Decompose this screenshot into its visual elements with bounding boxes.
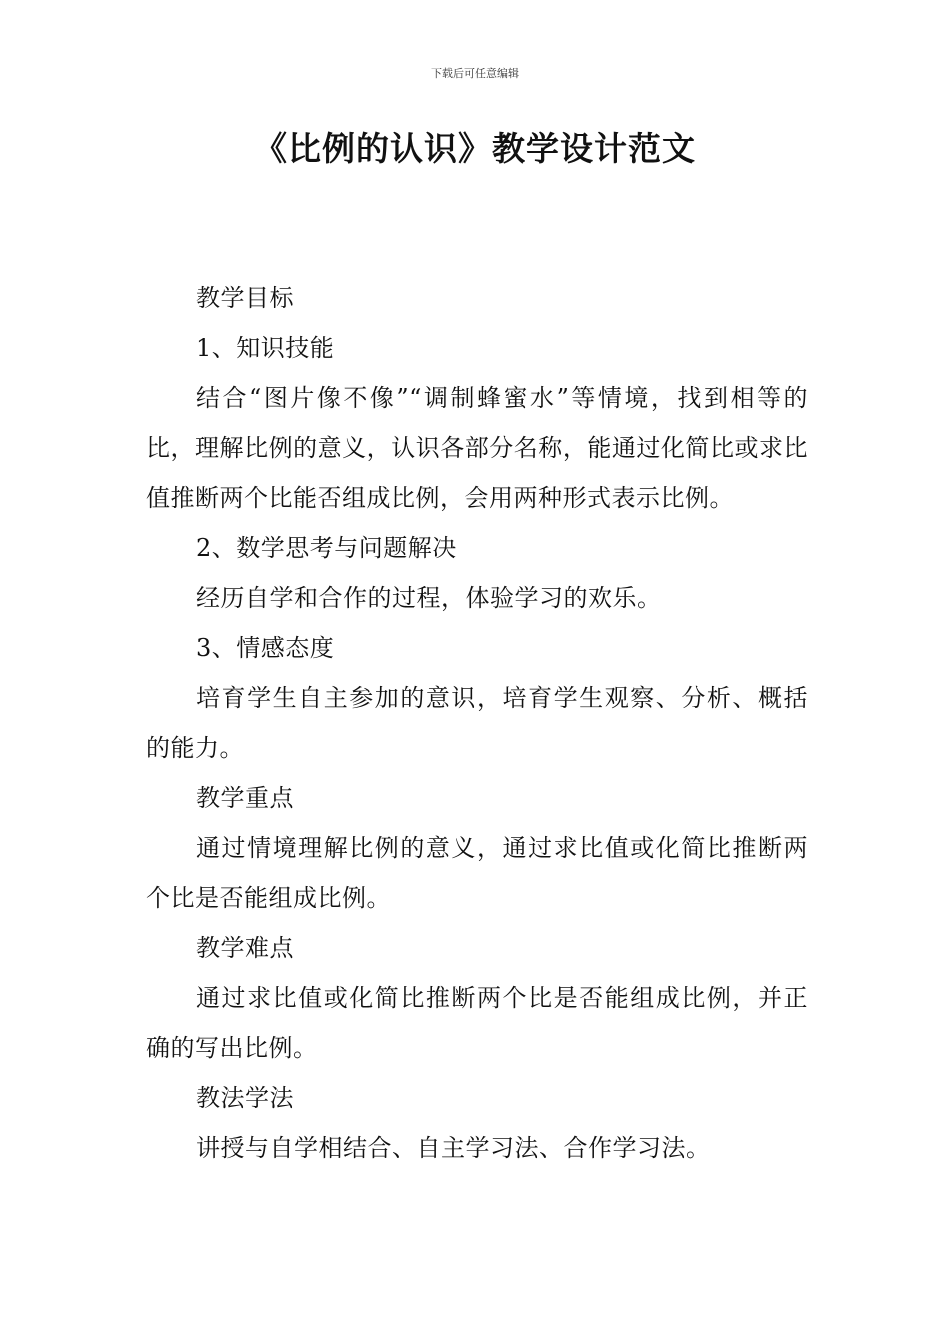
subheading-math-thinking: 2、数学思考与问题解决 [196, 534, 457, 562]
section-heading-methods: 教法学法 [196, 1084, 294, 1112]
header-note: 下载后可任意编辑 [431, 67, 519, 80]
section-heading-key-points: 教学重点 [196, 784, 294, 812]
subheading-emotion-attitude: 3、情感态度 [196, 634, 335, 662]
paragraph-methods: 讲授与自学相结合、自主学习法、合作学习法。 [196, 1134, 711, 1162]
paragraph-difficulties: 通过求比值或化简比推断两个比是否能组成比例，并正确的写出比例。 [146, 984, 808, 1062]
document-title: 《比例的认识》教学设计范文 [254, 129, 696, 168]
subheading-knowledge-skills: 1、知识技能 [196, 334, 335, 362]
document-body [146, 273, 808, 1173]
section-heading-objectives: 教学目标 [196, 284, 294, 312]
paragraph-math-thinking: 经历自学和合作的过程，体验学习的欢乐。 [196, 584, 662, 612]
paragraph-key-points: 通过情境理解比例的意义，通过求比值或化简比推断两个比是否能组成比例。 [146, 834, 808, 912]
paragraph-emotion-attitude: 培育学生自主参加的意识，培育学生观察、分析、概括的能力。 [146, 684, 808, 762]
section-heading-difficulties: 教学难点 [196, 934, 294, 962]
paragraph-knowledge-skills: 结合“图片像不像”“调制蜂蜜水”等情境，找到相等的比，理解比例的意义，认识各部分名称，能通过化简比或求比值推断两个比能否组成比例，会用两种形式表示比例。 [146, 384, 808, 512]
